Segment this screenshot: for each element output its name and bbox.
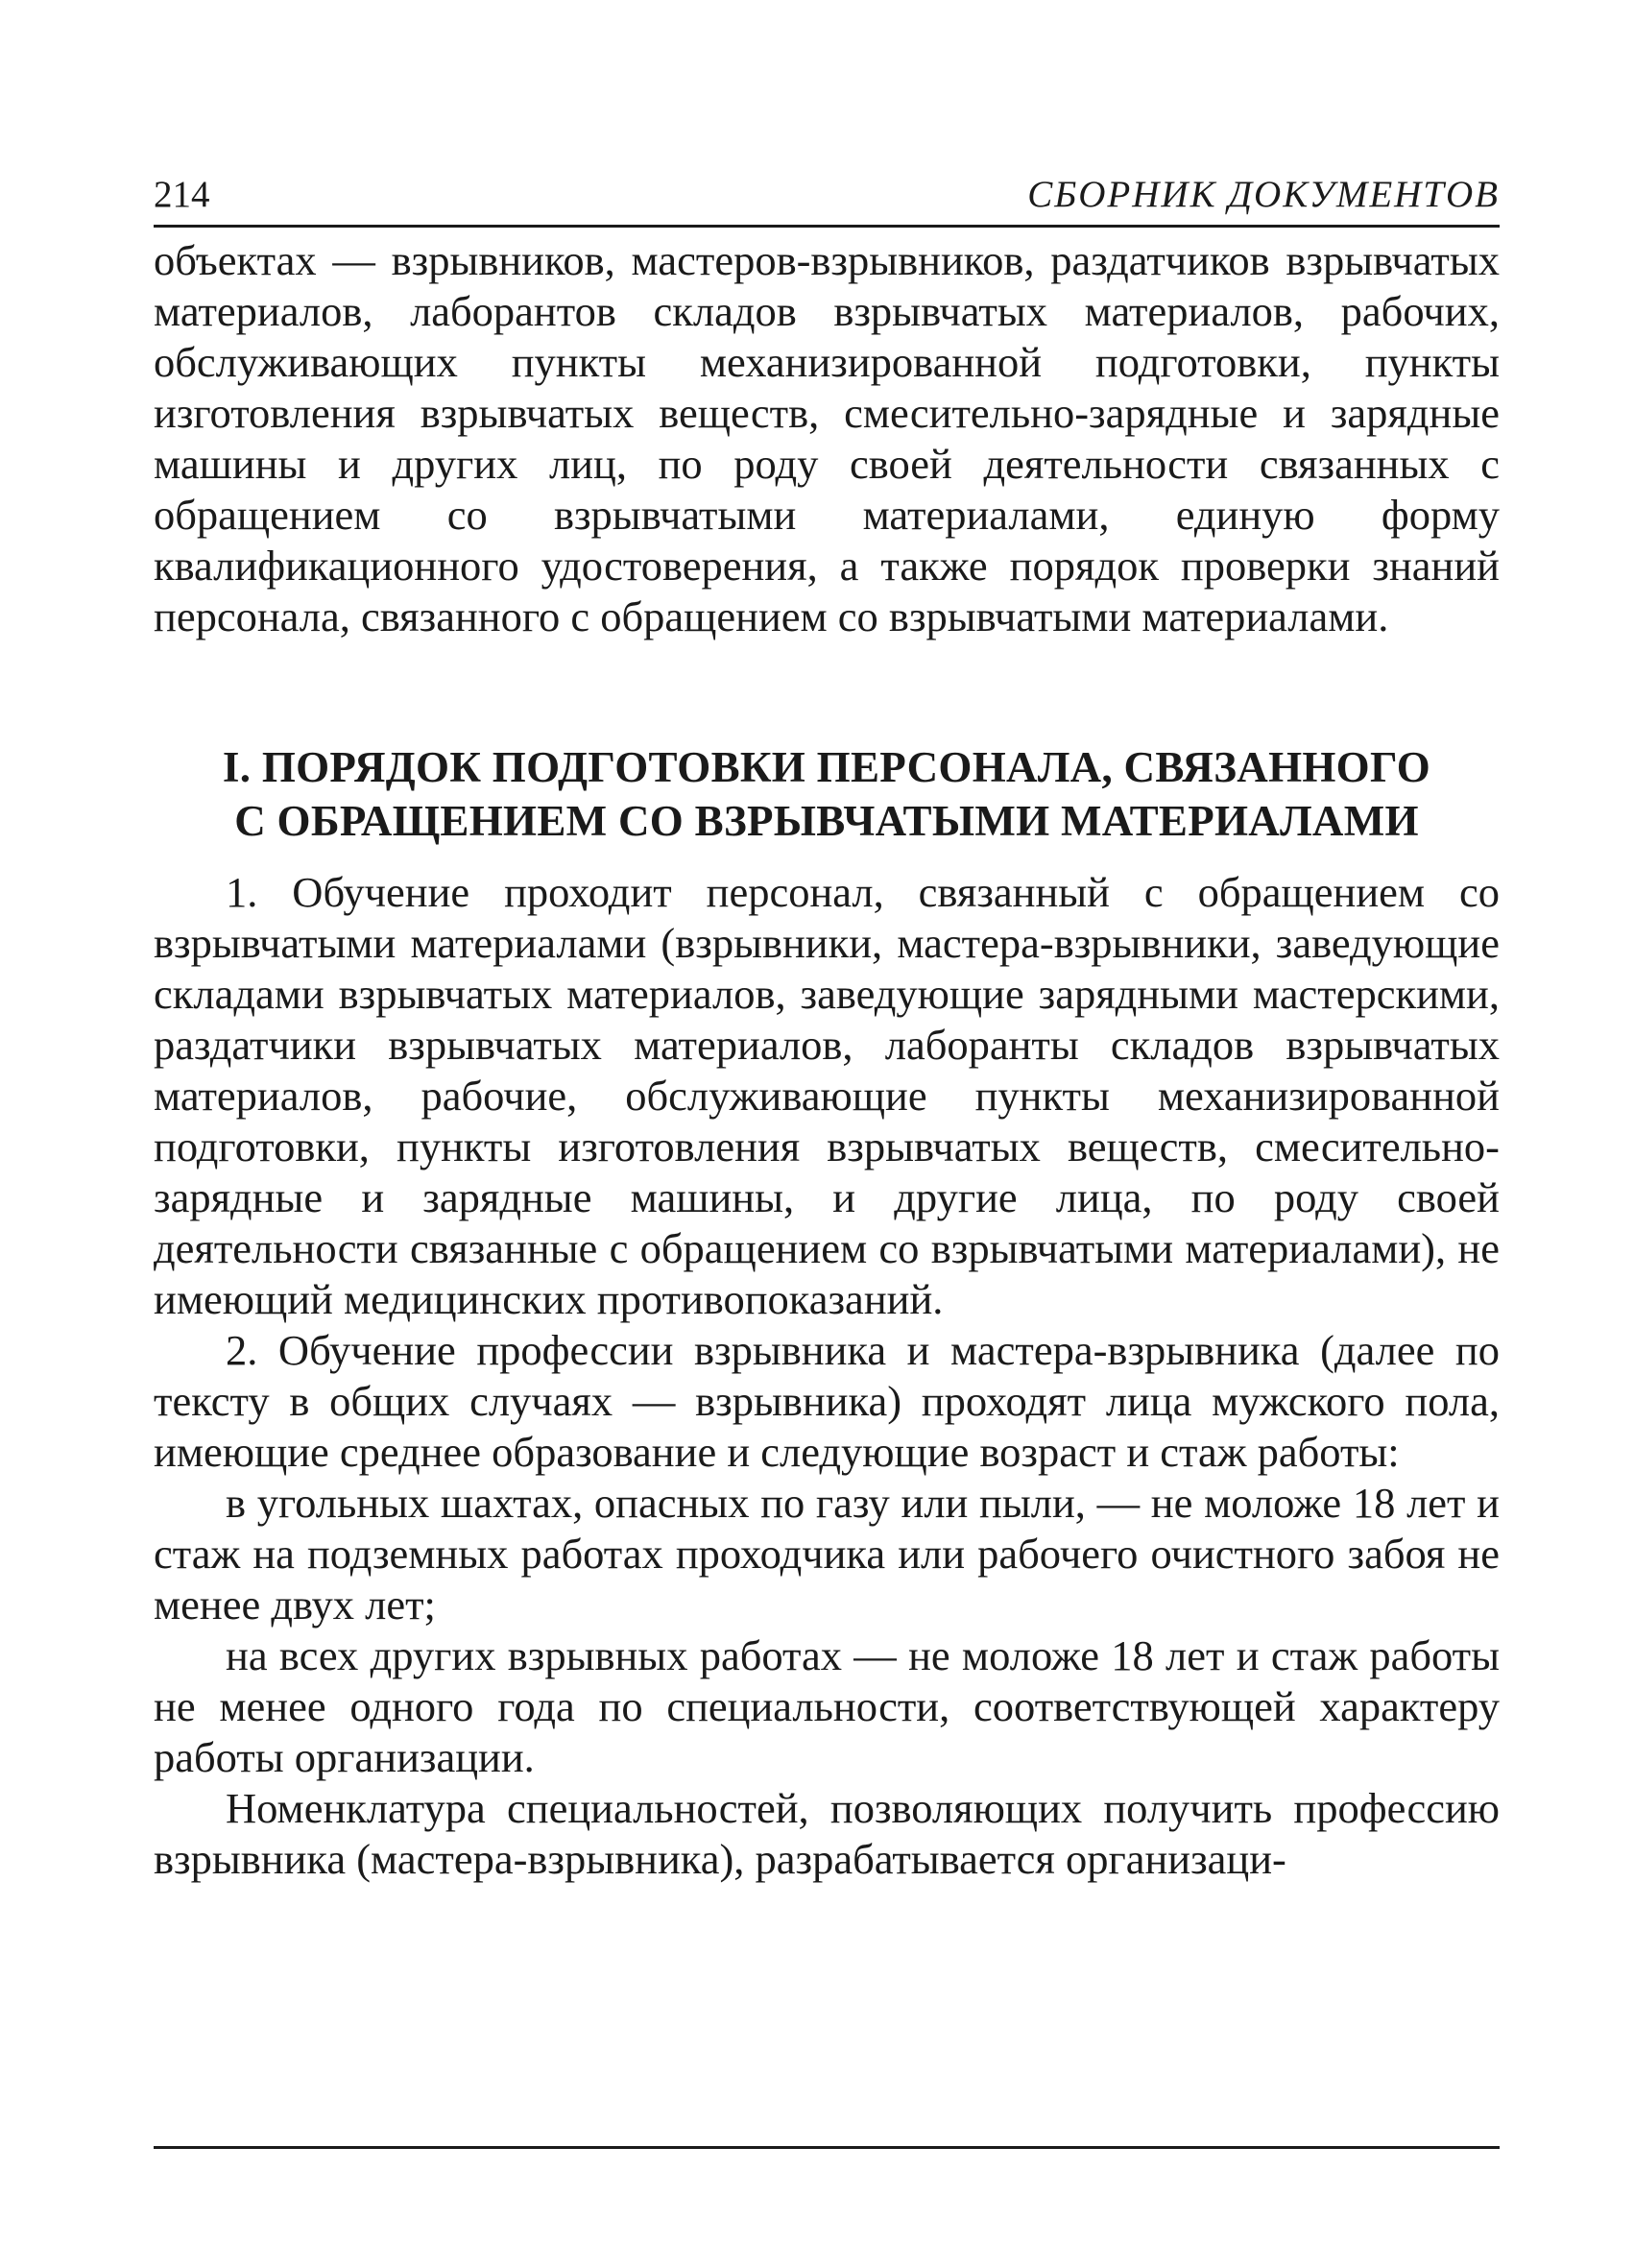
document-page bbox=[154, 173, 1500, 1885]
section-heading-line-1: I. ПОРЯДОК ПОДГОТОВКИ ПЕРСОНАЛА, СВЯЗАННОГО bbox=[222, 743, 1431, 791]
paragraph-coal-mines: в угольных шахтах, опасных по газу или пыли, — не моложе 18 лет и стаж на подземных работах проходчика или рабочего очистного забоя не менее двух лет; bbox=[154, 1479, 1500, 1629]
section-heading bbox=[154, 740, 1500, 848]
page-number: 214 bbox=[154, 174, 210, 215]
section-heading-line-2: С ОБРАЩЕНИЕМ СО ВЗРЫВЧАТЫМИ МАТЕРИАЛАМИ bbox=[234, 797, 1419, 845]
paragraph-nomenclature: Номенклатура специальностей, позволяющих получить профессию взрывника (мастера-взрывника), разрабатывается организаци- bbox=[154, 1784, 1500, 1883]
intro-paragraph: объектах — взрывников, мастеров-взрывников, раздатчиков взрывчатых материалов, лаборантов складов взрывчатых материалов, рабочих, обслуживающих пункты механизированной подготовки, пункты изготовления взрывчатых веществ, смесительно-зарядные и зарядные машины и других лиц, по роду своей деятельности связанных с обращением со взрывчатыми материалами, единую форму квалификационного удостоверения, а также порядок проверки знаний персонала, связанного с обращением со взрывчатыми материалами. bbox=[154, 236, 1500, 640]
paragraph-2: 2. Обучение профессии взрывника и мастера-взрывника (далее по тексту в общих случаях — взрывника) проходят лица мужского пола, имеющие среднее образование и следующие возраст и стаж работы: bbox=[154, 1326, 1500, 1476]
footer-rule bbox=[154, 2146, 1500, 2149]
running-title: СБОРНИК ДОКУМЕНТОВ bbox=[1027, 174, 1500, 215]
paragraph-1: 1. Обучение проходит персонал, связанный с обращением со взрывчатыми материалами (взрывники, мастера-взрывники, заведующие складами взрывчатых материалов, заведующие зарядными мастерскими, раздатчики взрывчатых материалов, лаборанты складов взрывчатых материалов, рабочие, обслуживающие пункты механизированной подготовки, пункты изготовления взрывчатых веществ, смесительно-зарядные и зарядные машины, и другие лица, по роду своей деятельности связанные с обращением со взрывчатыми материалами), не имеющий медицинских противопоказаний. bbox=[154, 868, 1500, 1323]
paragraph-other-works: на всех других взрывных работах — не моложе 18 лет и стаж работы не менее одного года по специальности, соответствующей характеру работы организации. bbox=[154, 1631, 1500, 1781]
running-header bbox=[154, 173, 1500, 228]
